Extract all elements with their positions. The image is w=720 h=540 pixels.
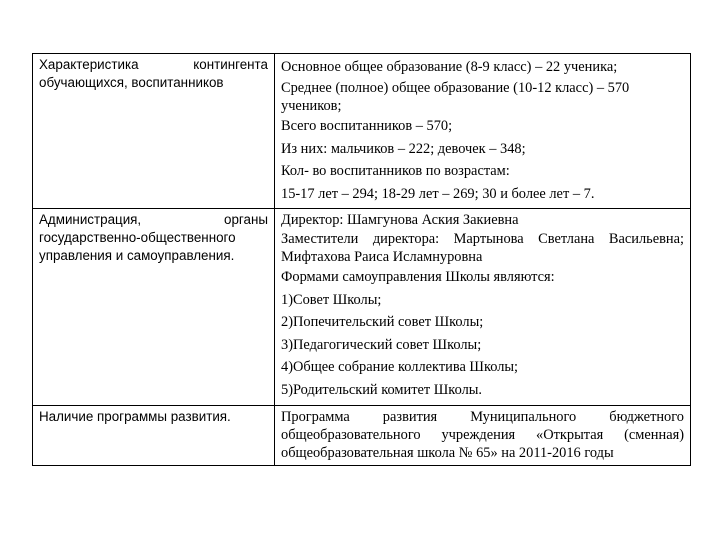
- content-line: 15-17 лет – 294; 18-29 лет – 269; 30 и более лет – 7.: [281, 185, 595, 202]
- info-table: [32, 53, 691, 466]
- row-content: [275, 209, 691, 405]
- content-line: 4)Общее собрание коллектива Школы;: [281, 359, 519, 376]
- row-content: [275, 405, 691, 466]
- table-row: [33, 54, 691, 209]
- row-content: [275, 54, 691, 209]
- content-line: Программа развития Муниципального бюджетного общеобразовательного учреждения «Открытая (сменная) общеобразовательная школа № 65» на 2011-2016 годы: [281, 408, 684, 461]
- table-row: [33, 405, 691, 466]
- content-line: Всего воспитанников – 570;: [281, 118, 453, 134]
- content-line: 5)Родительский комитет Школы.: [281, 381, 483, 398]
- content-line: Кол- во воспитанников по возрастам:: [281, 163, 510, 180]
- content-line: 3)Педагогический совет Школы;: [281, 336, 482, 353]
- content-line: Среднее (полное) общее образование (10-12 класс) – 570 учеников;: [281, 79, 630, 114]
- content-line: 2)Попечительский совет Школы;: [281, 314, 484, 331]
- content-line: Формами самоуправления Школы являются:: [281, 268, 555, 285]
- content-line: Заместители директора: Мартынова Светлана Васильевна; Мифтахова Раиса Исламнуровна: [281, 230, 684, 265]
- row-label: Характеристика контингента обучающихся, воспитанников: [33, 54, 275, 209]
- content-line: Основное общее образование (8-9 класс) – 22 ученика;: [281, 59, 618, 75]
- content-line: Директор: Шамгунова Аския Закиевна: [281, 212, 519, 229]
- content-line: Из них: мальчиков – 222; девочек – 348;: [281, 140, 526, 157]
- row-label: Администрация, органы государственно-общественного управления и самоуправления.: [33, 209, 275, 405]
- content-line: 1)Совет Школы;: [281, 291, 382, 308]
- row-label: Наличие программы развития.: [33, 405, 275, 466]
- table-row: [33, 209, 691, 405]
